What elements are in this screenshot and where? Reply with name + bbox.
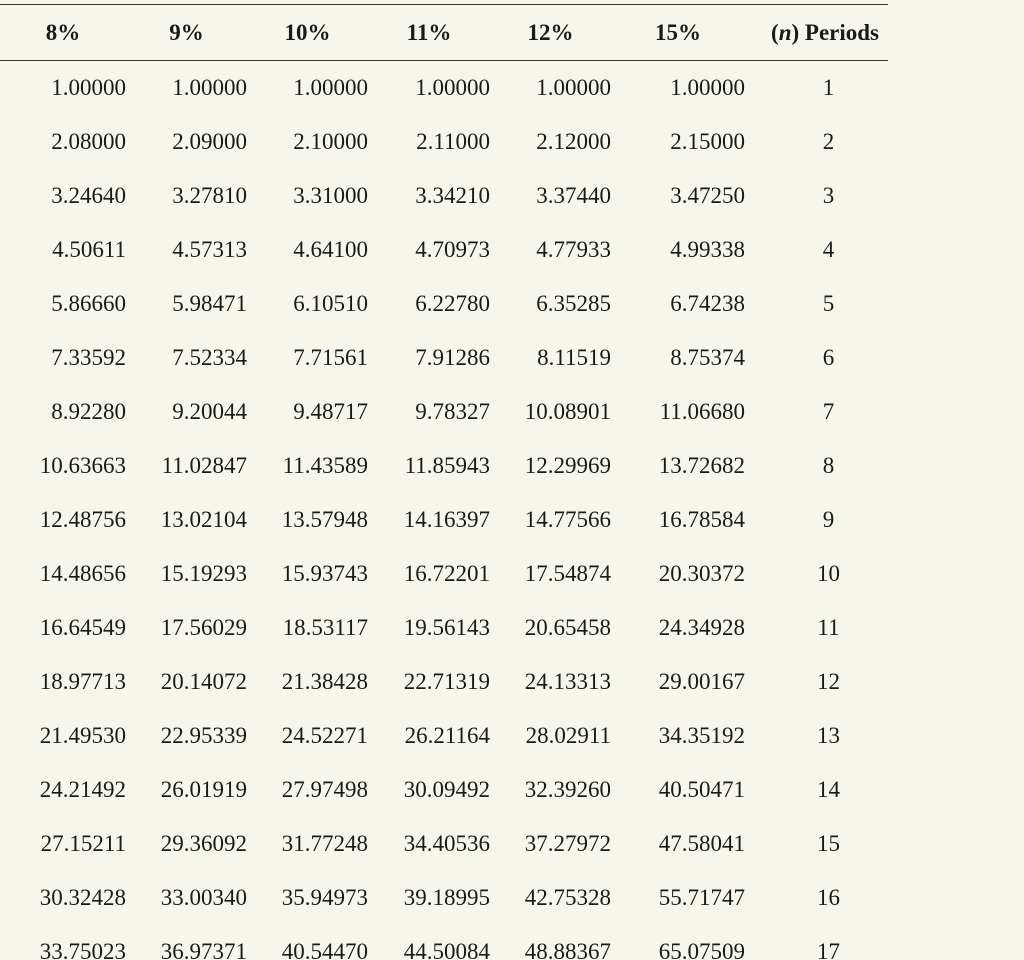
value-cell: 1.00000 — [51, 75, 126, 100]
period-cell: 13 — [817, 723, 840, 748]
value-cell: 6.35285 — [536, 291, 611, 316]
value-cell: 21.49530 — [39, 723, 126, 748]
value-cell: 8.75374 — [670, 345, 745, 370]
value-cell: 6.10510 — [293, 291, 368, 316]
value-cell: 11.43589 — [282, 453, 368, 478]
value-cell: 19.56143 — [403, 615, 490, 640]
table-row — [0, 601, 888, 655]
value-cell: 10.08901 — [524, 399, 611, 424]
value-cell: 4.64100 — [293, 237, 368, 262]
value-cell: 42.75328 — [524, 885, 611, 910]
rate-header-9: 9% — [169, 19, 204, 45]
value-cell: 18.97713 — [39, 669, 126, 694]
value-cell: 17.56029 — [160, 615, 247, 640]
value-cell: 47.58041 — [658, 831, 745, 856]
table-row — [0, 547, 888, 601]
value-cell: 10.63663 — [39, 453, 126, 478]
rate-header-10: 10% — [284, 19, 331, 45]
value-cell: 3.34210 — [415, 183, 490, 208]
value-cell: 13.02104 — [160, 507, 247, 532]
period-cell: 3 — [822, 183, 835, 208]
period-cell: 17 — [817, 939, 840, 960]
value-cell: 28.02911 — [525, 723, 611, 748]
period-cell: 7 — [822, 399, 835, 424]
value-cell: 7.71561 — [293, 345, 368, 370]
value-cell: 65.07509 — [658, 939, 745, 960]
value-cell: 20.14072 — [160, 669, 247, 694]
value-cell: 13.57948 — [281, 507, 368, 532]
value-cell: 39.18995 — [403, 885, 490, 910]
value-cell: 14.77566 — [524, 507, 611, 532]
future-value-annuity-table — [0, 4, 888, 960]
table-header — [0, 5, 888, 61]
value-cell: 29.00167 — [658, 669, 745, 694]
value-cell: 3.27810 — [172, 183, 247, 208]
value-cell: 44.50084 — [403, 939, 490, 960]
table-row — [0, 277, 888, 331]
value-cell: 33.75023 — [39, 939, 126, 960]
periods-header-suffix: ) Periods — [791, 19, 879, 45]
period-cell: 9 — [822, 507, 835, 532]
value-cell: 2.11000 — [416, 129, 490, 154]
value-cell: 2.08000 — [51, 129, 126, 154]
value-cell: 3.31000 — [293, 183, 368, 208]
value-cell: 26.21164 — [404, 723, 490, 748]
value-cell: 1.00000 — [415, 75, 490, 100]
value-cell: 22.95339 — [160, 723, 247, 748]
value-cell: 12.48756 — [39, 507, 126, 532]
value-cell: 3.24640 — [51, 183, 126, 208]
value-cell: 4.50611 — [52, 237, 126, 262]
periods-header — [745, 5, 888, 61]
periods-header-n: n — [778, 19, 792, 45]
value-cell: 35.94973 — [281, 885, 368, 910]
period-cell: 8 — [822, 453, 835, 478]
rate-header-11: 11% — [406, 19, 452, 45]
value-cell: 36.97371 — [160, 939, 247, 960]
value-cell: 9.48717 — [293, 399, 368, 424]
period-cell: 1 — [822, 75, 835, 100]
value-cell: 20.30372 — [658, 561, 745, 586]
value-cell: 8.11519 — [537, 345, 611, 370]
period-cell: 12 — [817, 669, 840, 694]
value-cell: 4.70973 — [415, 237, 490, 262]
period-cell: 6 — [822, 345, 835, 370]
value-cell: 3.37440 — [536, 183, 611, 208]
value-cell: 4.99338 — [670, 237, 745, 262]
value-cell: 16.72201 — [403, 561, 490, 586]
value-cell: 1.00000 — [293, 75, 368, 100]
table-row — [0, 871, 888, 925]
value-cell: 16.78584 — [658, 507, 745, 532]
value-cell: 1.00000 — [670, 75, 745, 100]
value-cell: 12.29969 — [524, 453, 611, 478]
period-cell: 5 — [822, 291, 835, 316]
table-row — [0, 331, 888, 385]
value-cell: 5.98471 — [172, 291, 247, 316]
period-cell: 15 — [817, 831, 840, 856]
table-body — [0, 61, 888, 960]
value-cell: 55.71747 — [658, 885, 745, 910]
table-row — [0, 169, 888, 223]
value-cell: 11.02847 — [161, 453, 247, 478]
value-cell: 15.19293 — [160, 561, 247, 586]
value-cell: 40.54470 — [281, 939, 368, 960]
value-cell: 37.27972 — [524, 831, 611, 856]
header-row — [0, 5, 888, 61]
value-cell: 1.00000 — [172, 75, 247, 100]
period-cell: 14 — [817, 777, 840, 802]
value-cell: 18.53117 — [282, 615, 368, 640]
value-cell: 33.00340 — [160, 885, 247, 910]
value-cell: 5.86660 — [51, 291, 126, 316]
table-row — [0, 61, 888, 116]
value-cell: 24.21492 — [39, 777, 126, 802]
period-cell: 11 — [817, 615, 840, 640]
table-row — [0, 655, 888, 709]
value-cell: 17.54874 — [524, 561, 611, 586]
value-cell: 13.72682 — [658, 453, 745, 478]
value-cell: 40.50471 — [658, 777, 745, 802]
value-cell: 2.10000 — [293, 129, 368, 154]
periods-header-prefix: ( — [771, 19, 779, 45]
value-cell: 27.15211 — [40, 831, 126, 856]
value-cell: 27.97498 — [281, 777, 368, 802]
table-row — [0, 709, 888, 763]
table-row — [0, 439, 888, 493]
table-row — [0, 223, 888, 277]
value-cell: 7.52334 — [172, 345, 247, 370]
value-cell: 30.32428 — [39, 885, 126, 910]
value-cell: 29.36092 — [160, 831, 247, 856]
rate-header-15: 15% — [655, 19, 701, 45]
value-cell: 9.20044 — [172, 399, 247, 424]
value-cell: 30.09492 — [403, 777, 490, 802]
period-cell: 2 — [822, 129, 835, 154]
value-cell: 3.47250 — [670, 183, 745, 208]
value-cell: 11.85943 — [404, 453, 490, 478]
value-cell: 6.74238 — [670, 291, 745, 316]
value-cell: 24.34928 — [658, 615, 745, 640]
period-cell: 10 — [817, 561, 840, 586]
period-cell: 16 — [817, 885, 840, 910]
value-cell: 7.91286 — [415, 345, 490, 370]
value-cell: 8.92280 — [51, 399, 126, 424]
value-cell: 32.39260 — [524, 777, 611, 802]
value-cell: 2.12000 — [536, 129, 611, 154]
value-cell: 6.22780 — [415, 291, 490, 316]
value-cell: 34.35192 — [658, 723, 745, 748]
value-cell: 15.93743 — [281, 561, 368, 586]
value-cell: 48.88367 — [524, 939, 611, 960]
value-cell: 22.71319 — [403, 669, 490, 694]
value-cell: 20.65458 — [524, 615, 611, 640]
table-row — [0, 925, 888, 960]
table-row — [0, 817, 888, 871]
value-cell: 31.77248 — [281, 831, 368, 856]
rate-header-8: 8% — [45, 19, 81, 45]
value-cell: 4.77933 — [536, 237, 611, 262]
value-cell: 2.15000 — [670, 129, 745, 154]
period-cell: 4 — [822, 237, 835, 262]
rate-header-12: 12% — [527, 19, 574, 45]
value-cell: 24.13313 — [524, 669, 611, 694]
value-cell: 7.33592 — [51, 345, 126, 370]
value-cell: 21.38428 — [281, 669, 368, 694]
value-cell: 24.52271 — [281, 723, 368, 748]
table-row — [0, 493, 888, 547]
value-cell: 14.16397 — [403, 507, 490, 532]
table-row — [0, 763, 888, 817]
value-cell: 26.01919 — [160, 777, 247, 802]
value-cell: 14.48656 — [39, 561, 126, 586]
value-cell: 1.00000 — [536, 75, 611, 100]
value-cell: 9.78327 — [415, 399, 490, 424]
value-cell: 34.40536 — [403, 831, 490, 856]
table-row — [0, 115, 888, 169]
value-cell: 2.09000 — [172, 129, 247, 154]
table-row — [0, 385, 888, 439]
value-cell: 16.64549 — [39, 615, 126, 640]
value-cell: 11.06680 — [659, 399, 745, 424]
value-cell: 4.57313 — [172, 237, 247, 262]
